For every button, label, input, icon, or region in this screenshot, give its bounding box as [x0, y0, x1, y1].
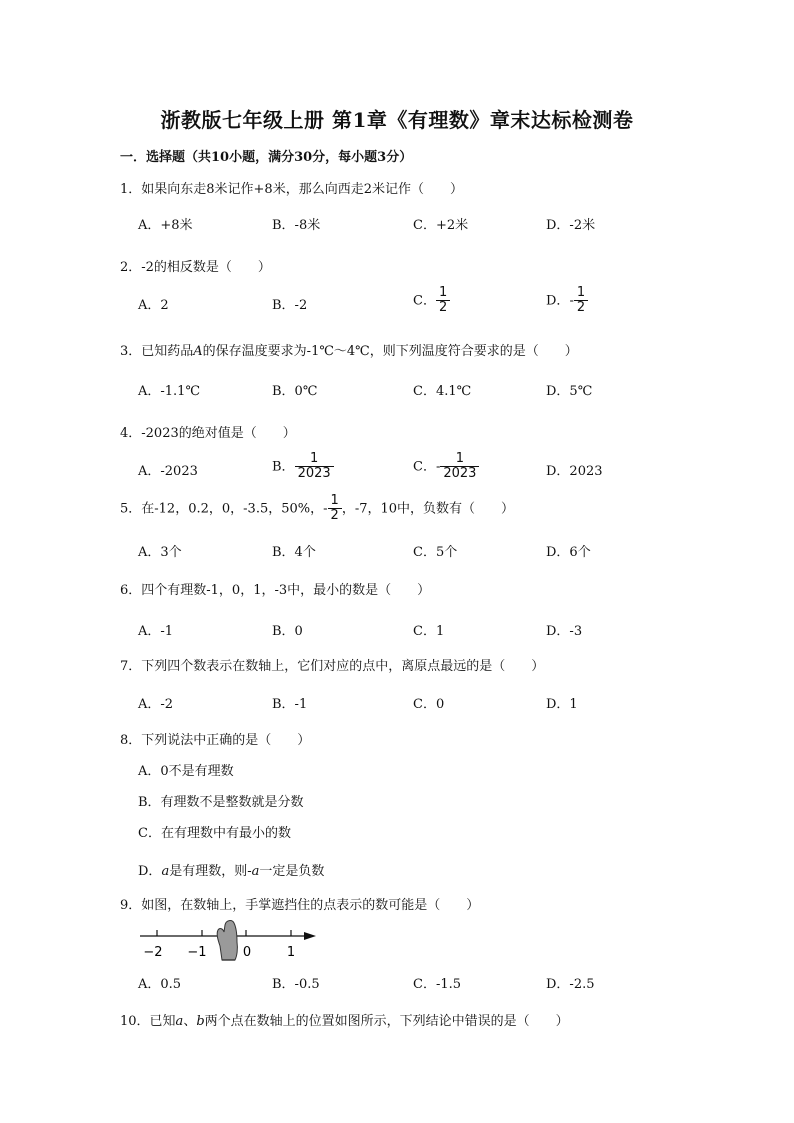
q9-option-d: D．-2.5: [546, 977, 595, 992]
q9-option-c: C．-1.5: [413, 977, 462, 992]
q5-stem-suffix: ，-7，10中，负数有（ ）: [341, 501, 515, 517]
fraction-numerator: 1: [455, 451, 465, 466]
q4-option-d: D．2023: [546, 464, 603, 479]
fraction-sign: -: [569, 293, 574, 309]
tick-label-neg1: −1: [187, 945, 207, 960]
q3-stem-suffix: 的保存温度要求为-1℃～4℃，则下列温度符合要求的是（ ）: [202, 344, 578, 359]
q4-option-b: [272, 452, 334, 482]
fraction-denominator: 2: [574, 300, 588, 315]
q4-option-c-fraction: [440, 452, 479, 482]
q6-option-c: C．1: [413, 624, 445, 639]
q6-option-a: A．-1: [138, 624, 174, 639]
q5-option-d: D．6个: [546, 545, 591, 560]
q7-option-b: B．-1: [272, 697, 308, 712]
q9-option-b: B．-0.5: [272, 977, 320, 992]
q8-variable-a-2: a: [251, 864, 260, 879]
fraction-numerator: 1: [309, 451, 319, 466]
q8-option-d-label: D．: [138, 864, 162, 879]
q10-variable-b: b: [196, 1014, 205, 1029]
q5-option-c: C．5个: [413, 545, 458, 560]
question-4: 4．-2023的绝对值是（ ）: [120, 426, 296, 441]
q2-option-a: A．2: [138, 298, 169, 313]
q10-stem-mid: 、: [183, 1014, 197, 1029]
q2-option-d-fraction: [574, 286, 588, 316]
fraction-denominator: 2023: [295, 466, 334, 481]
q7-option-d: D．1: [546, 697, 578, 712]
question-1: 1．如果向东走8米记作+8米，那么向西走2米记作（ ）: [120, 182, 463, 197]
q2-option-c: [413, 286, 450, 316]
fraction-sign: -: [323, 501, 328, 517]
q1-option-a: A．+8米: [138, 218, 193, 233]
question-8: 8．下列说法中正确的是（ ）: [120, 733, 311, 748]
question-2: 2．-2的相反数是（ ）: [120, 260, 271, 275]
fraction-numerator: 1: [576, 285, 586, 300]
q1-option-b: B．-8米: [272, 218, 321, 233]
q10-stem-suffix: 两个点在数轴上的位置如图所示，下列结论中错误的是（ ）: [204, 1014, 569, 1029]
q5-option-b: B．4个: [272, 545, 316, 560]
tick-label-neg2: −2: [143, 945, 163, 960]
q4-option-b-label: B．: [272, 459, 295, 475]
tick-label-0: 0: [242, 945, 252, 960]
q3-option-a: A．-1.1℃: [138, 384, 200, 399]
fraction-numerator: 1: [330, 493, 339, 508]
q2-option-d-label: D．: [546, 293, 570, 309]
question-9: 9．如图，在数轴上，手掌遮挡住的点表示的数可能是（ ）: [120, 898, 480, 913]
q1-option-c: C．+2米: [413, 218, 469, 233]
hand-mitten-icon: [217, 921, 237, 960]
q6-option-d: D．-3: [546, 624, 583, 639]
question-10: [120, 1010, 569, 1029]
q8-option-d-mid: 是有理数，则-: [169, 864, 252, 879]
q1-option-d: D．-2米: [546, 218, 596, 233]
q10-stem-prefix: 10．已知: [120, 1014, 176, 1029]
number-line-figure: [134, 916, 324, 964]
q5-stem-prefix: 5．在-12，0.2，0，-3.5，50%，: [120, 501, 324, 517]
q3-variable: A: [193, 344, 203, 359]
q10-variable-a: a: [175, 1014, 184, 1029]
q3-option-b: B．0℃: [272, 384, 318, 399]
q4-option-c: [413, 452, 479, 482]
question-7: 7．下列四个数表示在数轴上，它们对应的点中，离原点最远的是（ ）: [120, 659, 545, 674]
fraction-denominator: 2: [436, 300, 450, 315]
q7-option-c: C．0: [413, 697, 445, 712]
q8-option-c: C．在有理数中有最小的数: [138, 826, 291, 841]
q2-option-d: [546, 286, 588, 316]
q8-variable-a: a: [161, 864, 170, 879]
page-title: 浙教版七年级上册 第1章《有理数》章末达标检测卷: [160, 108, 634, 132]
q8-option-d-end: 一定是负数: [259, 864, 325, 879]
q8-option-a: A．0不是有理数: [138, 764, 234, 779]
q2-option-b: B．-2: [272, 298, 308, 313]
q5-option-a: A．3个: [138, 545, 182, 560]
q4-option-b-fraction: [295, 452, 334, 482]
q3-option-d: D．5℃: [546, 384, 593, 399]
number-line-arrow: [304, 932, 316, 940]
tick-label-1: 1: [286, 945, 296, 960]
q5-fraction: [328, 494, 342, 524]
question-3: [120, 340, 578, 359]
q2-option-c-fraction: [436, 286, 450, 316]
q4-option-a: A．-2023: [138, 464, 198, 479]
section-heading: 一．选择题（共10小题，满分30分，每小题3分）: [120, 150, 413, 165]
question-6: 6．四个有理数-1，0，1，-3中，最小的数是（ ）: [120, 583, 431, 598]
q3-stem-prefix: 3．已知药品: [120, 344, 194, 359]
q9-option-a: A．0.5: [138, 977, 182, 992]
q4-option-c-label: C．: [413, 459, 436, 475]
question-5: [120, 494, 514, 524]
q7-option-a: A．-2: [138, 697, 174, 712]
fraction-sign: -: [435, 459, 441, 475]
q6-option-b: B．0: [272, 624, 303, 639]
fraction-denominator: 2023: [440, 466, 479, 481]
q3-option-c: C．4.1℃: [413, 384, 472, 399]
fraction-numerator: 1: [438, 285, 448, 300]
fraction-denominator: 2: [328, 508, 342, 523]
q8-option-b: B．有理数不是整数就是分数: [138, 795, 304, 810]
q8-option-d: [138, 860, 324, 879]
q2-option-c-label: C．: [413, 293, 436, 309]
